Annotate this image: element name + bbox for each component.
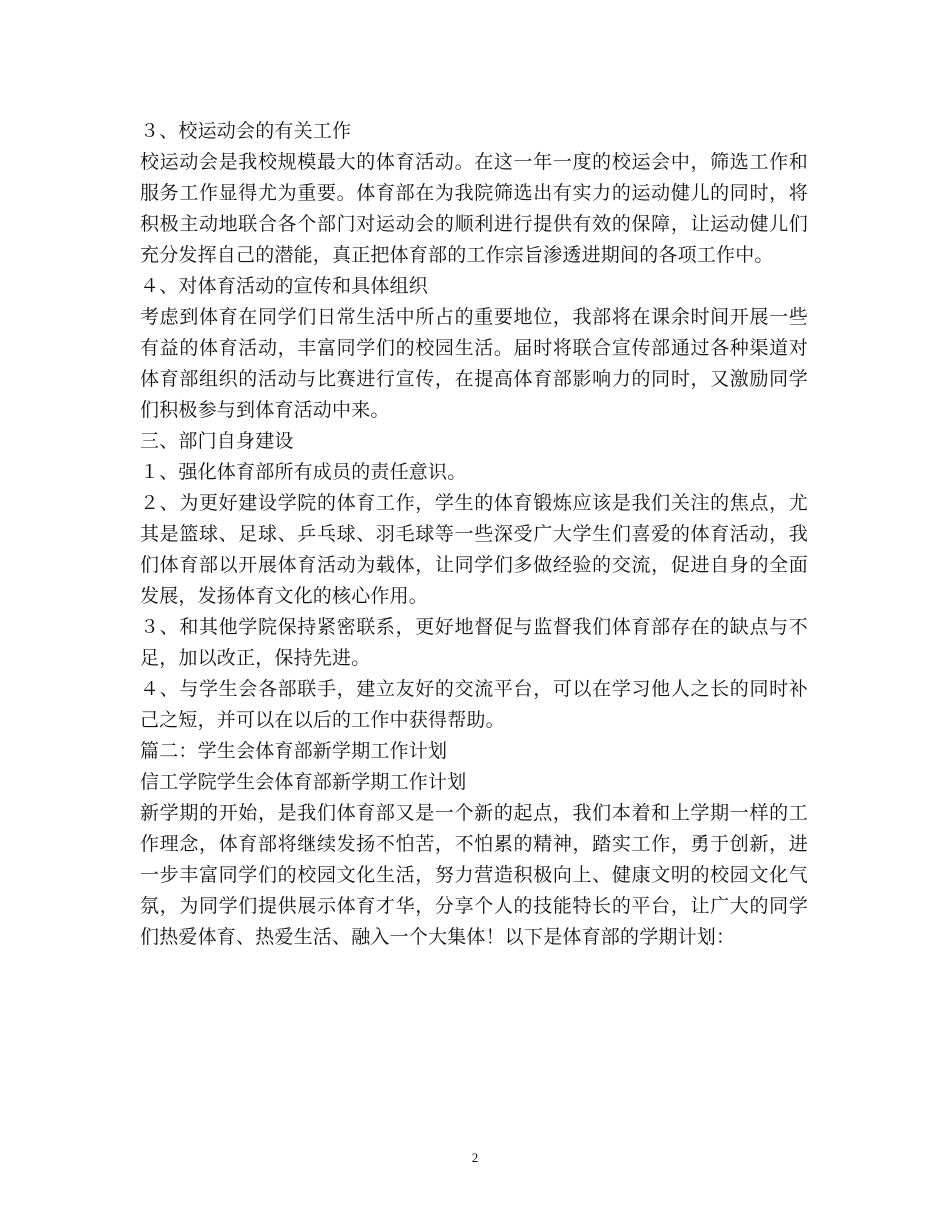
paragraph-sports-meet: 校运动会是我校规模最大的体育活动。在这一年一度的校运会中，筛选工作和服务工作显得尤为重要。体育部在为我院筛选出有实力的运动健儿的同时，将积极主动地联合各个部门对运动会的顺利进行提供有效的保障，让运动健儿们充分发挥自己的潜能，真正把体育部的工作宗旨渗透进期间的各项工作中。 <box>140 151 808 266</box>
list-item-responsibility: １、强化体育部所有成员的责任意识。 <box>140 461 467 483</box>
document-body <box>140 116 808 953</box>
list-item-sports-training: ２、为更好建设学院的体育工作，学生的体育锻炼应该是我们关注的焦点，尤其是篮球、足球、乒乓球、羽毛球等一些深受广大学生们喜爱的体育活动，我们体育部以开展体育活动为载体，让同学们多做经验的交流，促进自身的全面发展，发扬体育文化的核心作用。 <box>140 492 808 607</box>
list-item-cooperation: ４、与学生会各部联手，建立友好的交流平台，可以在学习他人之长的同时补己之短，并可以在以后的工作中获得帮助。 <box>140 678 808 731</box>
list-item-contact-colleges: ３、和其他学院保持紧密联系，更好地督促与监督我们体育部存在的缺点与不足，加以改正，保持先进。 <box>140 616 808 669</box>
page-number: 2 <box>471 1150 479 1165</box>
heading-sports-meet: ３、校运动会的有关工作 <box>140 120 352 142</box>
heading-publicity: ４、对体育活动的宣传和具体组织 <box>140 275 429 297</box>
section-heading-self-building: 三、部门自身建设 <box>140 430 294 452</box>
paragraph-new-semester: 新学期的开始，是我们体育部又是一个新的起点，我们本着和上学期一样的工作理念，体育部将继续发扬不怕苦，不怕累的精神，踏实工作，勇于创新，进一步丰富同学们的校园文化生活，努力营造积极向上、健康文明的校园文化气氛，为同学们提供展示体育才华，分享个人的技能特长的平台，让广大的同学们热爱体育、热爱生活、融入一个大集体！以下是体育部的学期计划： <box>140 802 808 948</box>
paragraph-publicity: 考虑到体育在同学们日常生活中所占的重要地位，我部将在课余时间开展一些有益的体育活动，丰富同学们的校园生活。届时将联合宣传部通过各种渠道对体育部组织的活动与比赛进行宣传，在提高体育部影响力的同时，又激励同学们积极参与到体育活动中来。 <box>140 306 808 421</box>
article-subtitle: 信工学院学生会体育部新学期工作计划 <box>140 771 467 793</box>
article-title: 篇二：学生会体育部新学期工作计划 <box>140 740 448 762</box>
